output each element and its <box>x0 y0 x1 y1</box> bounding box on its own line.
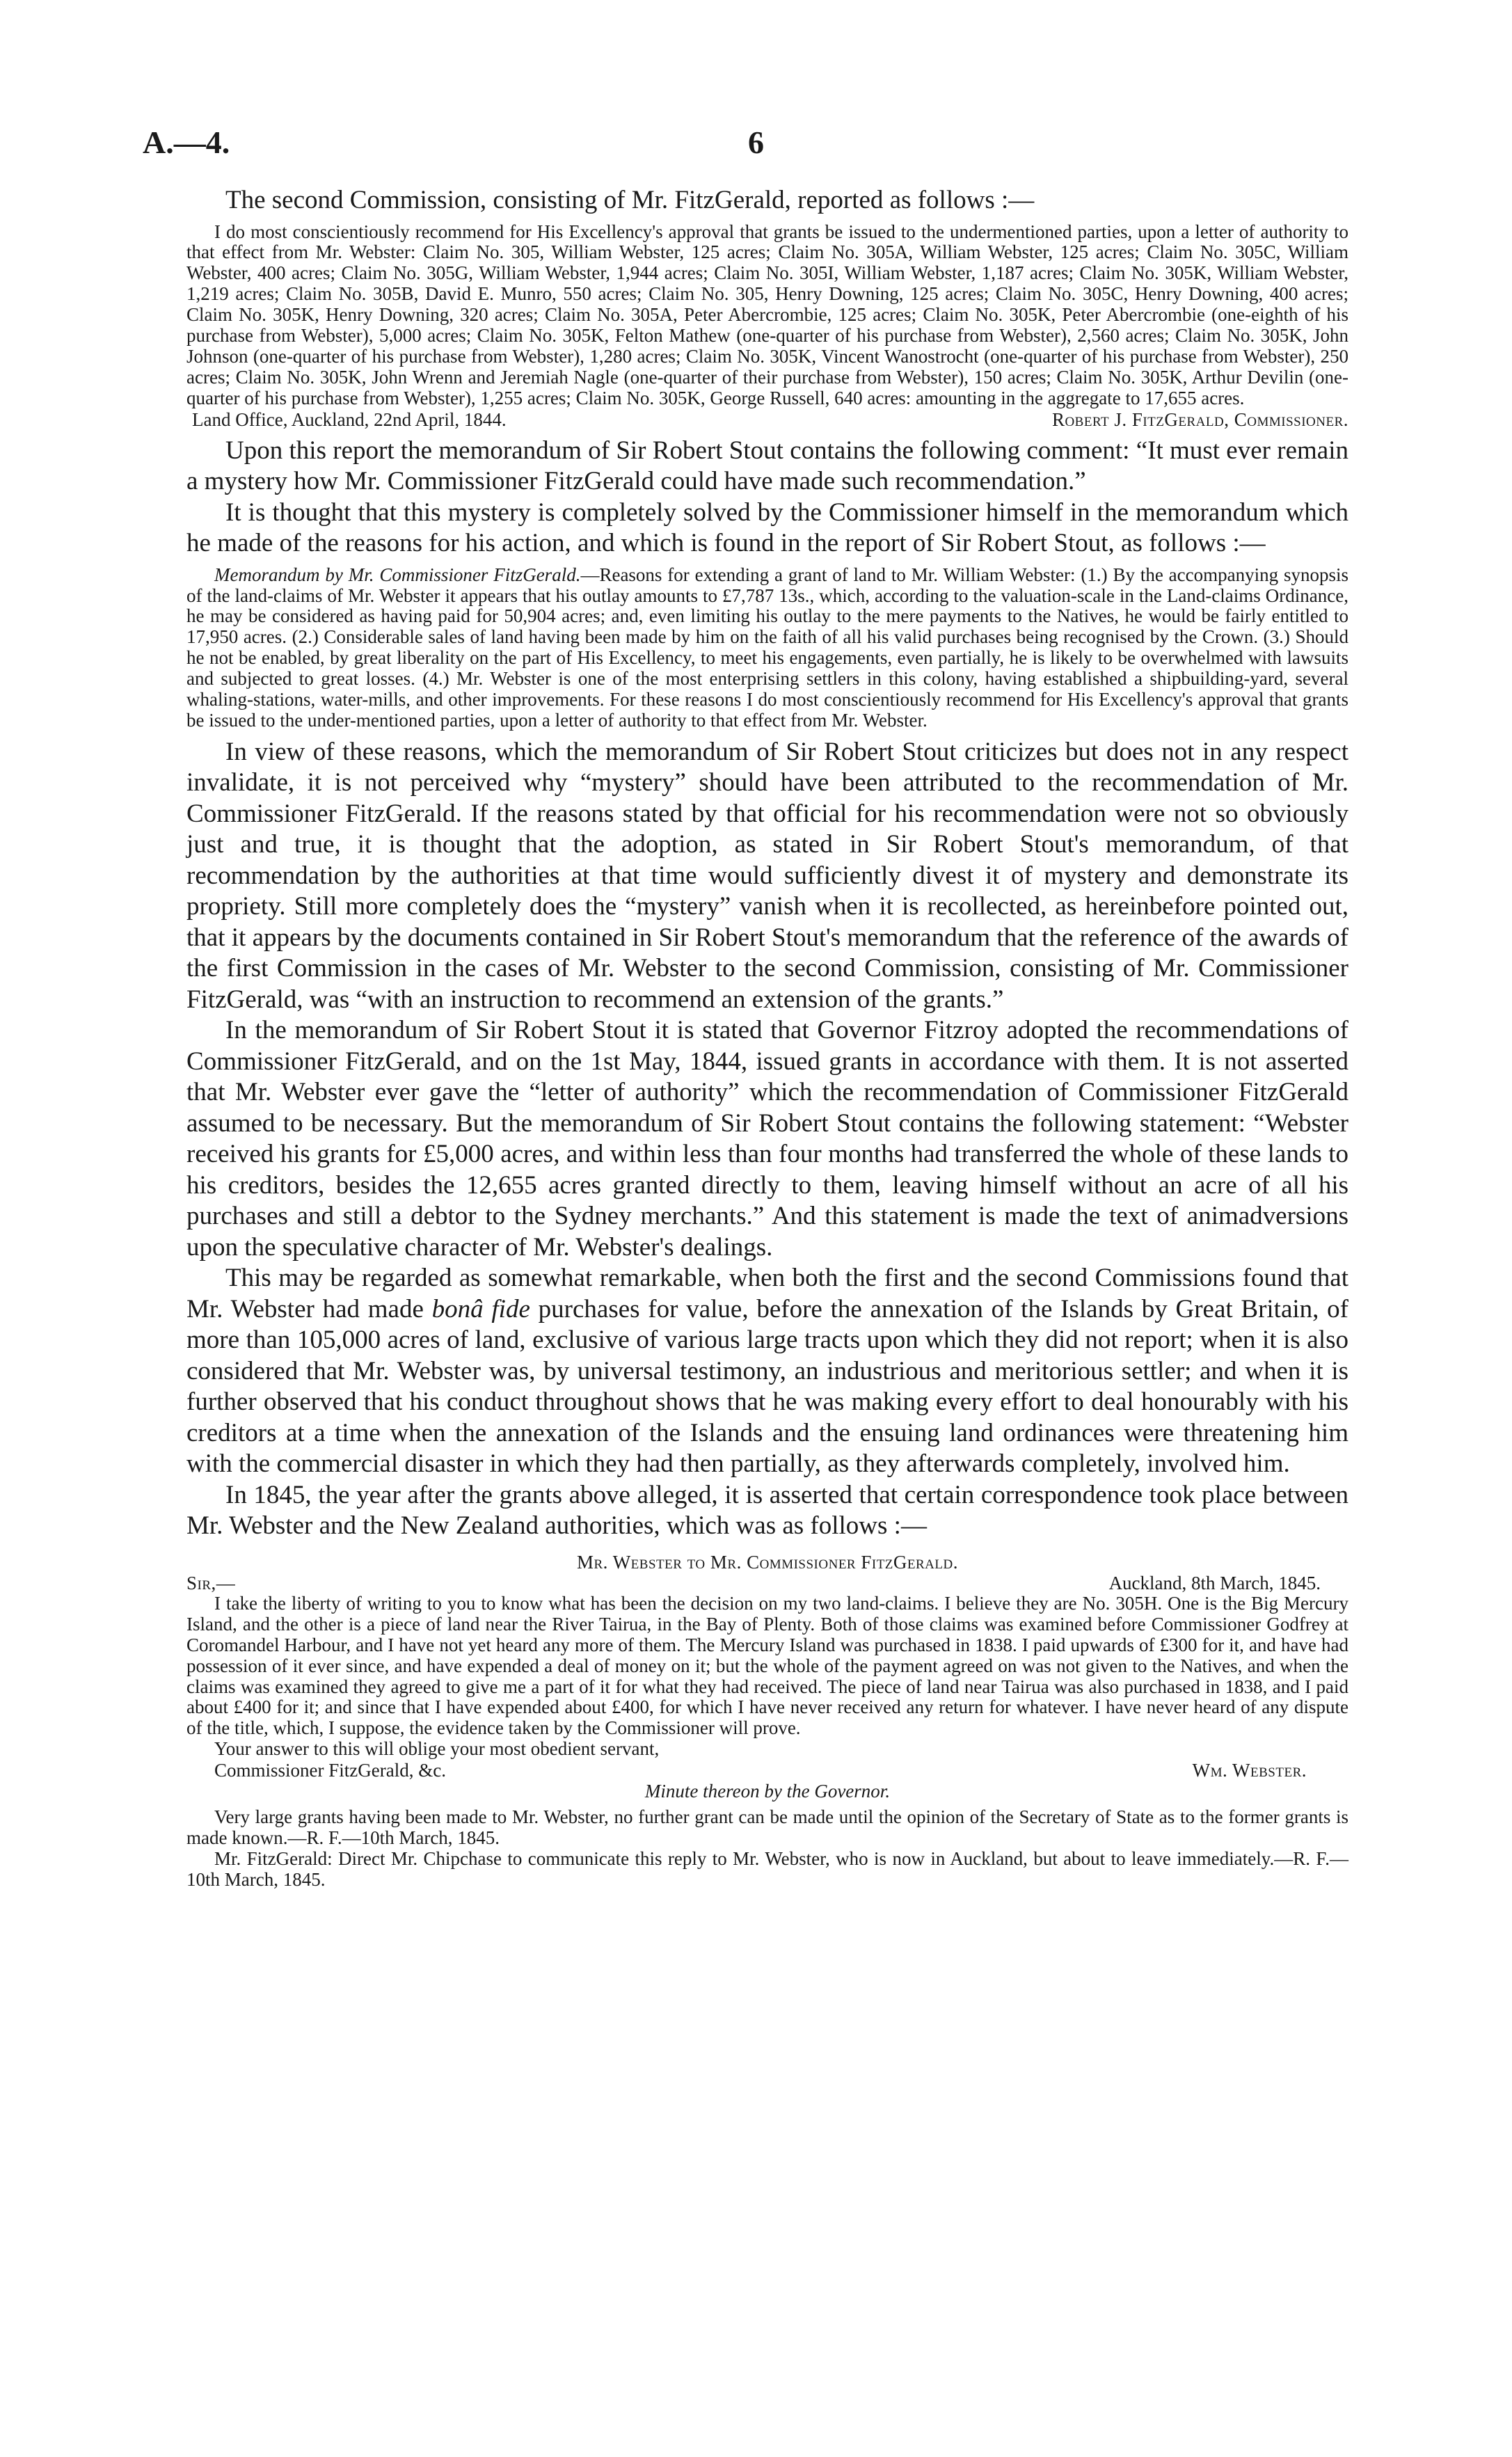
paragraph-correspondence: In 1845, the year after the grants above alleged, it is asserted that certain correspondence took place between Mr. Webster and the New Zealand authorities, which was as follows :— <box>186 1480 1348 1541</box>
minute-line-1: Very large grants having been made to Mr. Webster, no further grant can be made until the opinion of the Secretary of State as to the former grants is made known.—R. F.—10th March, 1845. <box>186 1806 1348 1849</box>
paragraph-mystery-solved: It is thought that this mystery is completely solved by the Commissioner himself in the memorandum which he made of the reasons for his action, and which is found in the report of Sir Robert Stout, as follows :— <box>186 498 1348 558</box>
page-number: 6 <box>748 125 764 160</box>
paragraph-comment: Upon this report the memorandum of Sir Robert Stout contains the following comment: “It must ever remain a mystery how Mr. Commissioner FitzGerald could have made such recommendation.” <box>186 436 1348 496</box>
report-signature-line <box>186 409 1348 430</box>
letter-signature-line <box>186 1760 1348 1781</box>
memorandum-block <box>186 565 1348 731</box>
page-header <box>143 124 1369 166</box>
document-body <box>186 185 1348 1891</box>
letter-salutation: Sir,— <box>186 1572 236 1593</box>
paragraph-remarkable-a: This may be regarded as somewhat remarkable, when both the first and the second Commissions found that Mr. Webster had made <box>186 1264 1348 1323</box>
report-signature: Robert J. FitzGerald, Commissioner. <box>1051 408 1348 430</box>
paragraph-remarkable <box>186 1263 1348 1480</box>
report-place-date: Land Office, Auckland, 22nd April, 1844. <box>192 408 507 430</box>
document-reference: A.—4. <box>143 125 230 160</box>
letter-closing: Your answer to this will oblige your most obedient servant, <box>214 1738 660 1760</box>
paragraph-reasons: In view of these reasons, which the memorandum of Sir Robert Stout criticizes but does not in any respect invalidate, it is not perceived why “mystery” should have been attributed to the recommendation of Mr. Commissioner FitzGerald. If the reasons stated by that official for his recommendation were not so obviously just and true, it is thought that the adoption, as stated in Sir Robert Stout's memorandum, of that recommendation by the authorities at that time would sufficiently divest it of mystery and demonstrate its propriety. Still more completely does the “mystery” vanish when it is recollected, as hereinbefore pointed out, that it appears by the documents contained in Sir Robert Stout's memorandum that the reference of the awards of the first Commission in the cases of Mr. Webster to the second Commission, consisting of Mr. Commissioner FitzGerald, was “with an instruction to recommend an extension of the grants.” <box>186 737 1348 1014</box>
memorandum-title: Memorandum by Mr. Commissioner FitzGerald. <box>214 564 581 585</box>
intro-paragraph: The second Commission, consisting of Mr. FitzGerald, reported as follows :— <box>225 186 1035 214</box>
letter-place-date: Auckland, 8th March, 1845. <box>1108 1572 1321 1593</box>
letter-addressee: Commissioner FitzGerald, &c. <box>214 1760 446 1781</box>
minute-line-2: Mr. FitzGerald: Direct Mr. Chipchase to communicate this reply to Mr. Webster, who is now in Auckland, but about to leave immediately.—R. F.—10th March, 1845. <box>186 1847 1348 1890</box>
letter-heading: Mr. Webster to Mr. Commissioner FitzGerald. <box>577 1551 958 1573</box>
letter-body: I take the liberty of writing to you to know what has been the decision on my two land-claims. I believe they are No. 305H. One is the Big Mercury Island, and the other is a piece of land near the River Tairua, in the Bay of Plenty. Both of those claims was examined before Commissioner Godfrey at Coromandel Harbour, and I have not yet heard any more of them. The Mercury Island was purchased in 1838. I paid upwards of £300 for it, and have had possession of it ever since, and have expended a deal of money on it; but the whole of the payment agreed on was not given to the Natives, and when the claims was examined they agreed to give me a part of it for what they had received. The piece of land near Tairua was also purchased in 1838, and I paid about £400 for it; and since that I have expended about £400, for which I have never received any return for whatever. I have never heard of any dispute of the title, which, I suppose, the evidence taken by the Commissioner will prove. <box>186 1592 1348 1739</box>
paragraph-remarkable-italic: bonâ fide <box>431 1294 530 1323</box>
paragraph-grants: In the memorandum of Sir Robert Stout it is stated that Governor Fitzroy adopted the recommendations of Commissioner FitzGerald, and on the 1st May, 1844, issued grants in accordance with them. It is not asserted that Mr. Webster ever gave the “letter of authority” which the recommendation of Commissioner FitzGerald assumed to be necessary. But the memorandum of Sir Robert Stout contains the following statement: “Webster received his grants for £5,000 acres, and within less than four months had transferred the whole of these lands to his creditors, besides the 12,655 acres granted directly to them, leaving himself without an acre of all his purchases and still a debtor to the Sydney merchants.” And this statement is made the text of animadversions upon the speculative character of Mr. Webster's dealings. <box>186 1016 1348 1262</box>
letter-signature: Wm. Webster. <box>1192 1760 1307 1781</box>
minute-heading: Minute thereon by the Governor. <box>644 1781 891 1802</box>
commission-report: I do most conscientiously recommend for His Excellency's approval that grants be issued to the undermentioned parties, upon a letter of authority to that effect from Mr. Webster: Claim No. 305, William Webster, 125 acres; Claim No. 305A, William Webster, 125 acres; Claim No. 305C, William Webster, 400 acres; Claim No. 305G, William Webster, 1,944 acres; Claim No. 305I, William Webster, 1,187 acres; Claim No. 305K, William Webster, 1,219 acres; Claim No. 305B, David E. Munro, 550 acres; Claim No. 305, Henry Downing, 125 acres; Claim No. 305C, Henry Downing, 400 acres; Claim No. 305K, Henry Downing, 320 acres; Claim No. 305A, Peter Abercrombie, 125 acres; Claim No. 305K, Peter Abercrombie (one-eighth of his purchase from Webster), 5,000 acres; Claim No. 305K, Felton Mathew (one-quarter of his purchase from Webster), 2,560 acres; Claim No. 305K, John Johnson (one-quarter of his purchase from Webster), 1,280 acres; Claim No. 305K, Vincent Wanostrocht (one-quarter of his purchase from Webster), 250 acres; Claim No. 305K, John Wrenn and Jeremiah Nagle (one-quarter of their purchase from Webster), 150 acres; Claim No. 305K, Arthur Devilin (one-quarter of his purchase from Webster), 1,255 acres; Claim No. 305K, George Russell, 640 acres: amounting in the aggregate to 17,655 acres. <box>186 221 1348 408</box>
memorandum-text: —Reasons for extending a grant of land to Mr. William Webster: (1.) By the accompanying synopsis of the land-claims of Mr. Webster it appears that his outlay amounts to £7,787 13s., which, according to the valuation-scale in the Land-claims Ordinance, he may be considered as having paid for 50,904 acres; and, even limiting his outlay to the mere payments to the Natives, he would be fairly entitled to 17,950 acres. (2.) Considerable sales of land having been made by him on the faith of all his valid purchases being recognised by the Crown. (3.) Should he not be enabled, by great liberality on the part of His Excellency, to meet his engagements, even partially, he is likely to be overwhelmed with lawsuits and subjected to great losses. (4.) Mr. Webster is one of the most enterprising settlers in this colony, having established a shipbuilding-yard, several whaling-stations, water-mills, and other improvements. For these reasons I do most conscientiously recommend for His Excellency's approval that grants be issued to the under-mentioned parties, upon a letter of authority to that effect from Mr. Webster. <box>186 564 1348 731</box>
letter-salutation-line <box>186 1573 1348 1593</box>
paragraph-remarkable-b: purchases for value, before the annexation of the Islands by Great Britain, of more than 105,000 acres of land, exclusive of various large tracts upon which they did not report; when it is also considered that Mr. Webster was, by universal testimony, an industrious and meritorious settler; and when it is further observed that his conduct throughout shows that he was making every effort to deal honourably with his creditors at a time when the annexation of the Islands and the ensuing land ordinances were threatening him with the commercial disaster in which they had then partially, as they afterwards completely, involved him. <box>186 1294 1348 1479</box>
